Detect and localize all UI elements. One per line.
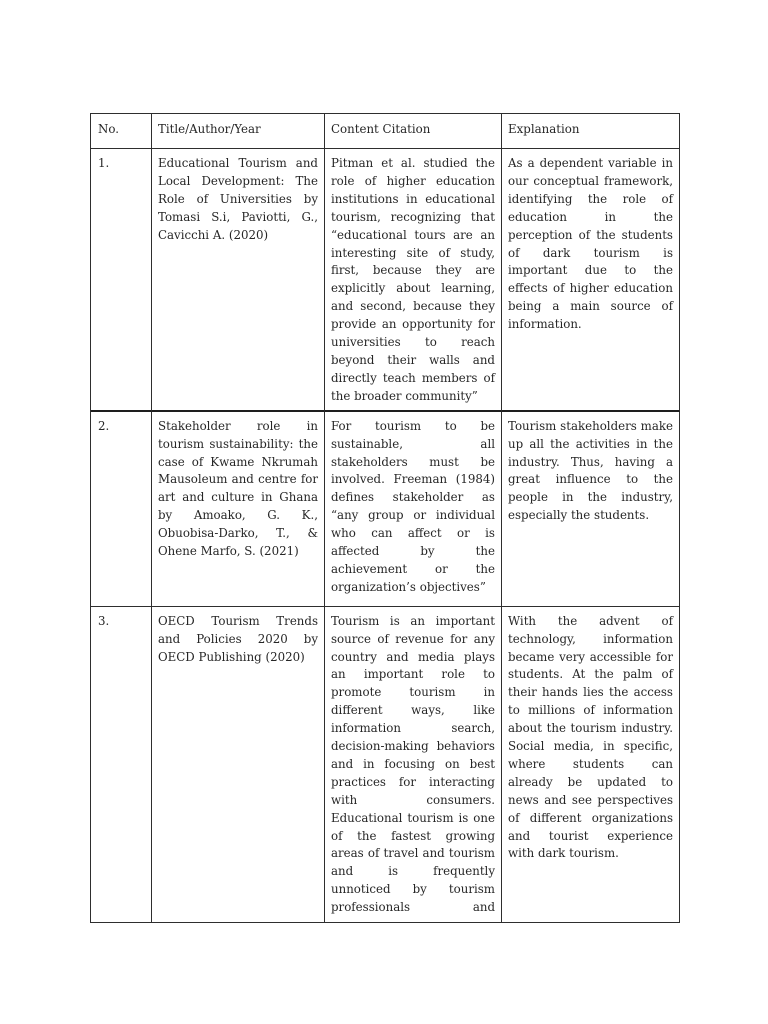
row-number: 1.	[91, 149, 152, 412]
content-citation-cell: For tourism to be sustainable, all stakeholders must be involved. Freeman (1984) defines stakeholder as “any group or individual who can affect or is affected by the achievement or the organization’s objectives”	[325, 412, 502, 607]
content-citation-cell: Tourism is an important source of revenue for any country and media plays an important role to promote tourism in different ways, like information search, decision-making behaviors and in focusing on best practices for interacting with consumers. Educational tourism is one of the fastest growing areas of travel and tourism and is frequently unnoticed by tourism professionals and	[325, 607, 502, 923]
header-explanation: Explanation	[502, 114, 680, 149]
explanation-cell: As a dependent variable in our conceptual framework, identifying the role of education in the perception of the students of dark tourism is important due to the effects of higher education being a main source of information.	[502, 149, 680, 412]
explanation-cell: With the advent of technology, information became very accessible for students. At the palm of their hands lies the access to millions of information about the tourism industry. Social media, in specific, where students can already be updated to news and see perspectives of different organizations and tourist experience with dark tourism.	[502, 607, 680, 923]
header-content-citation: Content Citation	[325, 114, 502, 149]
header-title-author-year: Title/Author/Year	[152, 114, 325, 149]
header-no: No.	[91, 114, 152, 149]
row-number: 2.	[91, 412, 152, 607]
title-author-year-cell: Educational Tourism and Local Development: The Role of Universities by Tomasi S.i, Paviotti, G., Cavicchi A. (2020)	[152, 149, 325, 412]
content-citation-cell: Pitman et al. studied the role of higher education institutions in educational tourism, recognizing that “educational tours are an interesting site of study, first, because they are explicitly about learning, and second, because they provide an opportunity for universities to reach beyond their walls and directly teach members of the broader community”	[325, 149, 502, 412]
explanation-cell: Tourism stakeholders make up all the activities in the industry. Thus, having a great influence to the people in the industry, especially the students.	[502, 412, 680, 607]
row-number: 3.	[91, 607, 152, 923]
title-author-year-cell: Stakeholder role in tourism sustainability: the case of Kwame Nkrumah Mausoleum and centre for art and culture in Ghana by Amoako, G. K., Obuobisa-Darko, T., & Ohene Marfo, S. (2021)	[152, 412, 325, 607]
title-author-year-cell: OECD Tourism Trends and Policies 2020 by OECD Publishing (2020)	[152, 607, 325, 923]
literature-review-table	[90, 113, 680, 923]
